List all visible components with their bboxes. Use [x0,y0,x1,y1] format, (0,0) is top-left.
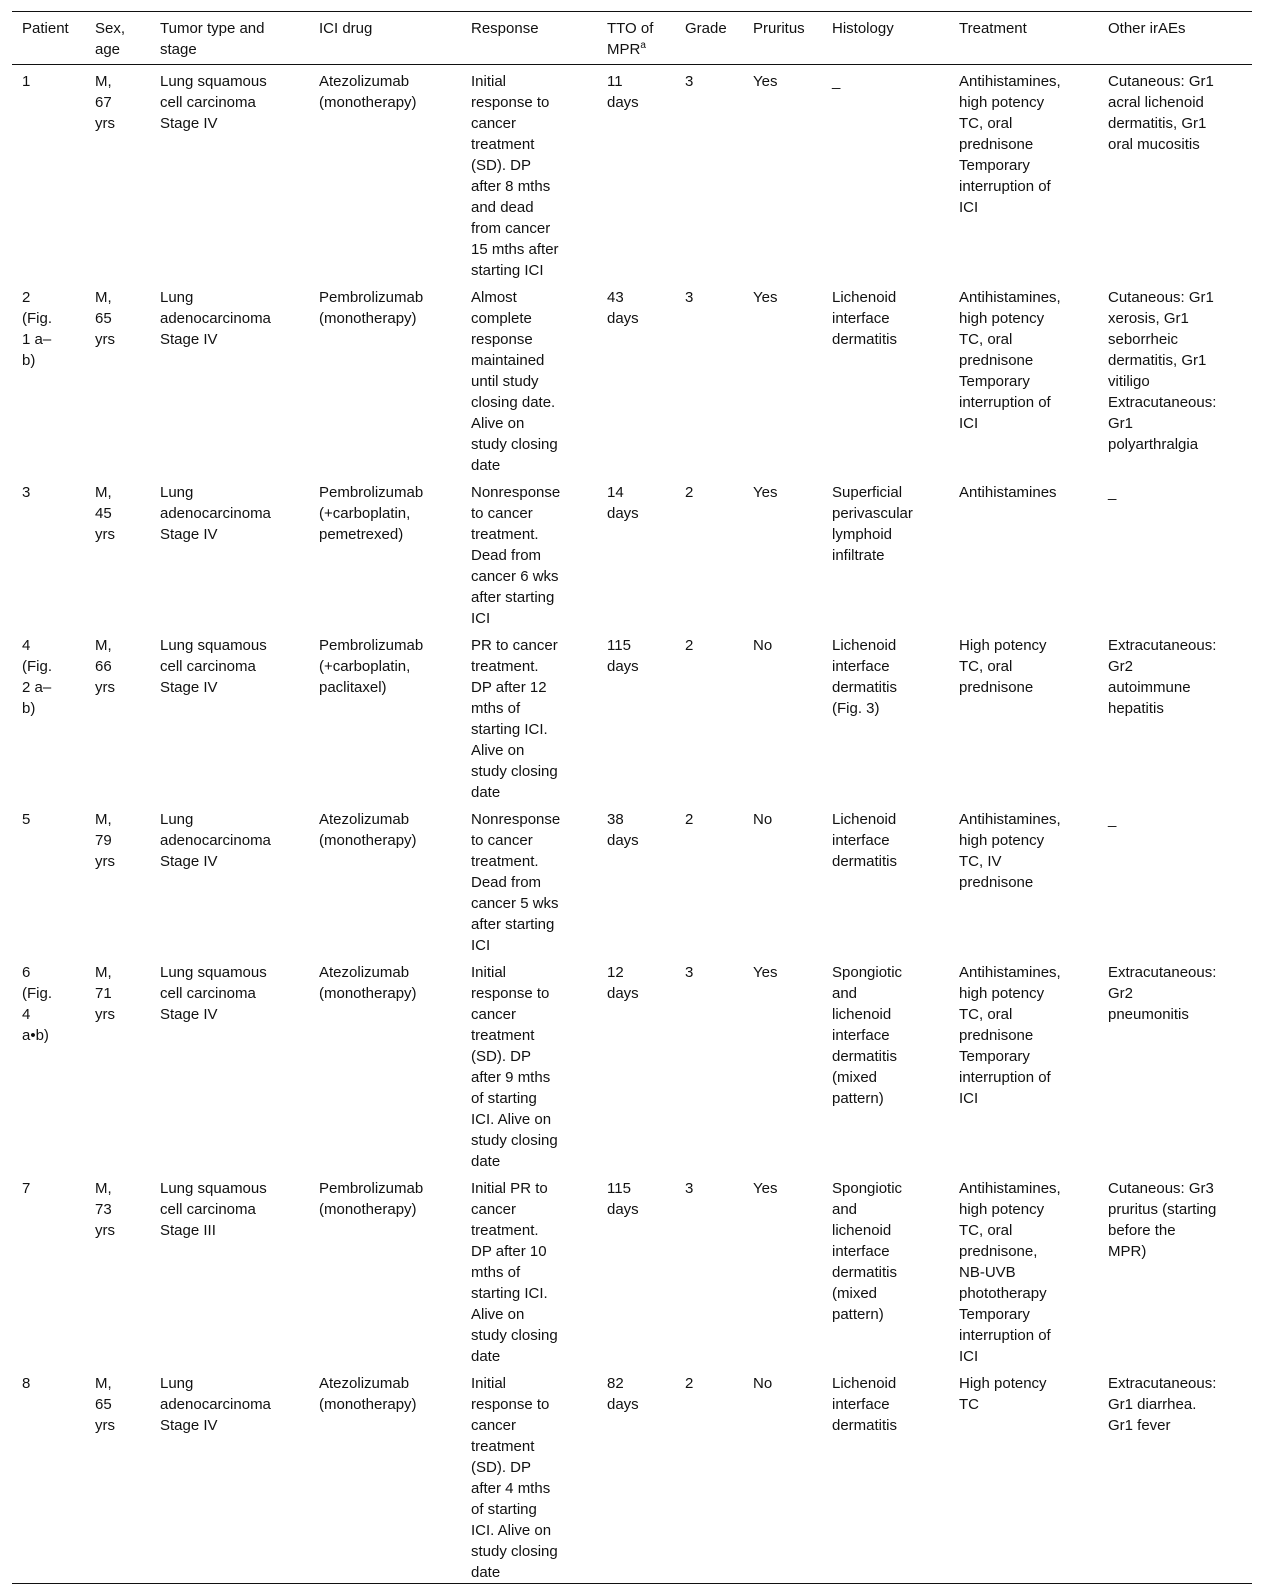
table-row [12,629,1252,803]
cell-tto [597,956,675,1172]
cell-tto [597,1367,675,1584]
cell-tumor [150,956,309,1172]
cell-pruritus [743,1172,822,1367]
cell-text: No [753,1375,773,1392]
cell-grade [675,629,743,803]
cell-text: Lichenoid interface dermatitis (Fig. 3) [832,637,898,717]
cell-text: Lung squamous cell carcinoma Stage IV [160,73,267,132]
header-text: Sex, age [95,20,126,58]
cell-text: 8 [22,1375,31,1392]
cell-text: Antihistamines [959,484,1057,501]
cell-text: 115 days [607,1180,639,1218]
cell-tumor [150,629,309,803]
cell-text: 2 (Fig. 1 a– b) [22,289,52,369]
cell-text: 3 [685,1180,694,1197]
cell-text: M, 45 yrs [95,484,115,543]
cell-tumor [150,803,309,956]
cell-text: M, 66 yrs [95,637,115,696]
cell-pruritus [743,1367,822,1584]
cell-pruritus [743,65,822,282]
cell-text: Almost complete response maintained until study closing date. Alive on study closing date [471,289,558,474]
cell-text: Lung adenocarcinoma Stage IV [160,811,271,870]
cell-text: 3 [22,484,31,501]
cell-other [1098,476,1252,629]
cell-text: 2 [685,1375,694,1392]
cell-text: Pembrolizumab (monotherapy) [319,289,424,327]
cell-sex-age [85,281,150,476]
header-text: Other irAEs [1108,20,1186,37]
cell-patient [12,1172,85,1367]
cell-drug [309,65,461,282]
table-row [12,65,1252,282]
cell-sex-age [85,476,150,629]
cell-text: 2 [685,484,694,501]
header-text: TTO of MPR [607,20,654,58]
cell-text: Initial response to cancer treatment (SD). DP after 4 mths of starting ICI. Alive on study closing date [471,1375,558,1581]
cell-drug [309,629,461,803]
cell-other [1098,629,1252,803]
cell-tumor [150,281,309,476]
cell-tumor [150,1172,309,1367]
cell-text: Yes [753,964,778,981]
cell-treatment [949,65,1098,282]
cell-tto [597,803,675,956]
cell-drug [309,956,461,1172]
header-other-iraes [1098,12,1252,65]
cell-text: No [753,811,773,828]
cell-grade [675,476,743,629]
table-header [12,12,1252,65]
cell-tto [597,629,675,803]
cell-text: M, 65 yrs [95,1375,115,1434]
cell-text: 2 [685,637,694,654]
cell-patient [12,476,85,629]
header-response [461,12,597,65]
header-histology [822,12,949,65]
cell-text: Yes [753,73,778,90]
header-tto [597,12,675,65]
header-sex-age [85,12,150,65]
table-row [12,476,1252,629]
cell-text: _ [1108,811,1117,828]
cell-other [1098,1172,1252,1367]
cell-treatment [949,281,1098,476]
cell-patient [12,65,85,282]
cell-text: 115 days [607,637,639,675]
cell-histology [822,629,949,803]
cell-text: Antihistamines, high potency TC, IV prednisone [959,811,1061,891]
cell-sex-age [85,1367,150,1584]
cell-text: Initial response to cancer treatment (SD). DP after 9 mths of starting ICI. Alive on study closing date [471,964,558,1170]
cell-text: High potency TC, oral prednisone [959,637,1047,696]
header-text: Patient [22,20,69,37]
cell-tto [597,65,675,282]
cell-text: Cutaneous: Gr3 pruritus (starting before the MPR) [1108,1180,1217,1260]
cell-text: Spongiotic and lichenoid interface dermatitis (mixed pattern) [832,1180,903,1323]
cell-tto [597,281,675,476]
cell-sex-age [85,956,150,1172]
cell-text: PR to cancer treatment. DP after 12 mths of starting ICI. Alive on study closing date [471,637,558,801]
cell-text: M, 67 yrs [95,73,115,132]
cell-response [461,956,597,1172]
cell-histology [822,65,949,282]
cell-text: Atezolizumab (monotherapy) [319,1375,417,1413]
cell-text: _ [1108,484,1117,501]
cell-other [1098,956,1252,1172]
cell-treatment [949,956,1098,1172]
cell-grade [675,65,743,282]
cell-grade [675,281,743,476]
cell-response [461,281,597,476]
cell-grade [675,956,743,1172]
cell-text: Yes [753,1180,778,1197]
header-text: Response [471,20,539,37]
table-row [12,1367,1252,1584]
cell-tto [597,476,675,629]
cell-response [461,1172,597,1367]
cell-text: 3 [685,73,694,90]
cell-response [461,803,597,956]
cell-text: Yes [753,289,778,306]
cell-text: Lichenoid interface dermatitis [832,289,898,348]
header-text: Histology [832,20,894,37]
cell-text: Lung squamous cell carcinoma Stage IV [160,637,267,696]
cell-patient [12,629,85,803]
cell-text: 3 [685,964,694,981]
cell-drug [309,1172,461,1367]
patient-table [12,11,1252,1584]
cell-text: 14 days [607,484,639,522]
cell-histology [822,1367,949,1584]
cell-pruritus [743,281,822,476]
table-body [12,65,1252,1584]
cell-sex-age [85,1172,150,1367]
cell-grade [675,1367,743,1584]
header-ici-drug [309,12,461,65]
header-pruritus [743,12,822,65]
table-row [12,803,1252,956]
cell-tumor [150,476,309,629]
cell-sex-age [85,65,150,282]
cell-text: 3 [685,289,694,306]
cell-text: Lung adenocarcinoma Stage IV [160,289,271,348]
cell-text: Spongiotic and lichenoid interface dermatitis (mixed pattern) [832,964,903,1107]
cell-response [461,629,597,803]
cell-text: Initial response to cancer treatment (SD). DP after 8 mths and dead from cancer 15 mths after starting ICI [471,73,559,279]
header-text: Grade [685,20,727,37]
cell-text: Lichenoid interface dermatitis [832,811,898,870]
cell-text: 4 (Fig. 2 a– b) [22,637,52,717]
cell-drug [309,476,461,629]
cell-grade [675,1172,743,1367]
header-patient [12,12,85,65]
header-grade [675,12,743,65]
cell-pruritus [743,956,822,1172]
cell-text: 5 [22,811,31,828]
cell-patient [12,803,85,956]
cell-text: Yes [753,484,778,501]
cell-response [461,1367,597,1584]
cell-text: 11 days [607,73,639,111]
cell-text: 43 days [607,289,639,327]
header-row [12,12,1252,65]
table-row [12,1172,1252,1367]
cell-other [1098,803,1252,956]
cell-text: Lichenoid interface dermatitis [832,1375,898,1434]
cell-pruritus [743,629,822,803]
cell-text: Pembrolizumab (+carboplatin, paclitaxel) [319,637,424,696]
footnote-marker: a [640,40,646,51]
cell-text: 12 days [607,964,639,1002]
cell-text: 7 [22,1180,31,1197]
cell-tumor [150,65,309,282]
cell-pruritus [743,476,822,629]
cell-text: Atezolizumab (monotherapy) [319,964,417,1002]
cell-drug [309,281,461,476]
cell-tto [597,1172,675,1367]
cell-drug [309,1367,461,1584]
cell-text: 1 [22,73,31,90]
cell-text: Lung squamous cell carcinoma Stage IV [160,964,267,1023]
header-treatment [949,12,1098,65]
cell-treatment [949,1367,1098,1584]
cell-text: High potency TC [959,1375,1047,1413]
cell-text: M, 79 yrs [95,811,115,870]
cell-text: Extracutaneous: Gr1 diarrhea. Gr1 fever [1108,1375,1217,1434]
cell-text: Lung adenocarcinoma Stage IV [160,484,271,543]
cell-patient [12,1367,85,1584]
cell-treatment [949,803,1098,956]
cell-text: Extracutaneous: Gr2 autoimmune hepatitis [1108,637,1217,717]
cell-text: _ [832,73,841,90]
cell-text: Lung squamous cell carcinoma Stage III [160,1180,267,1239]
cell-text: M, 73 yrs [95,1180,115,1239]
cell-text: Atezolizumab (monotherapy) [319,73,417,111]
cell-patient [12,281,85,476]
cell-text: Antihistamines, high potency TC, oral prednisone Temporary interruption of ICI [959,964,1061,1107]
cell-text: 82 days [607,1375,639,1413]
cell-histology [822,281,949,476]
header-text: Tumor type and stage [160,20,265,58]
cell-text: Cutaneous: Gr1 acral lichenoid dermatitis, Gr1 oral mucositis [1108,73,1214,153]
cell-tumor [150,1367,309,1584]
cell-histology [822,476,949,629]
cell-patient [12,956,85,1172]
cell-response [461,65,597,282]
cell-text: 6 (Fig. 4 a•b) [22,964,52,1044]
cell-treatment [949,1172,1098,1367]
cell-text: Cutaneous: Gr1 xerosis, Gr1 seborrheic dermatitis, Gr1 vitiligo Extracutaneous: Gr1 polyarthralgia [1108,289,1217,453]
cell-text: Antihistamines, high potency TC, oral prednisone, NB-UVB phototherapy Temporary interruption of ICI [959,1180,1061,1365]
cell-text: Nonresponse to cancer treatment. Dead from cancer 5 wks after starting ICI [471,811,561,954]
cell-histology [822,803,949,956]
cell-response [461,476,597,629]
cell-pruritus [743,803,822,956]
cell-drug [309,803,461,956]
header-tumor [150,12,309,65]
cell-text: Superficial perivascular lymphoid infiltrate [832,484,913,564]
cell-text: Extracutaneous: Gr2 pneumonitis [1108,964,1217,1023]
cell-other [1098,1367,1252,1584]
cell-text: Lung adenocarcinoma Stage IV [160,1375,271,1434]
table-row [12,956,1252,1172]
cell-text: No [753,637,773,654]
cell-other [1098,65,1252,282]
cell-text: M, 65 yrs [95,289,115,348]
cell-histology [822,1172,949,1367]
cell-sex-age [85,803,150,956]
cell-text: Antihistamines, high potency TC, oral prednisone Temporary interruption of ICI [959,73,1061,216]
cell-text: Pembrolizumab (monotherapy) [319,1180,424,1218]
header-text: ICI drug [319,20,373,37]
cell-treatment [949,476,1098,629]
cell-treatment [949,629,1098,803]
cell-text: Antihistamines, high potency TC, oral prednisone Temporary interruption of ICI [959,289,1061,432]
cell-text: Nonresponse to cancer treatment. Dead from cancer 6 wks after starting ICI [471,484,561,627]
header-text: Treatment [959,20,1027,37]
cell-text: Atezolizumab (monotherapy) [319,811,417,849]
cell-text: Initial PR to cancer treatment. DP after 10 mths of starting ICI. Alive on study closing date [471,1180,558,1365]
cell-text: 38 days [607,811,639,849]
cell-histology [822,956,949,1172]
cell-other [1098,281,1252,476]
cell-text: Pembrolizumab (+carboplatin, pemetrexed) [319,484,424,543]
header-text: Pruritus [753,20,805,37]
cell-sex-age [85,629,150,803]
table-row [12,281,1252,476]
cell-text: M, 71 yrs [95,964,115,1023]
cell-text: 2 [685,811,694,828]
cell-grade [675,803,743,956]
